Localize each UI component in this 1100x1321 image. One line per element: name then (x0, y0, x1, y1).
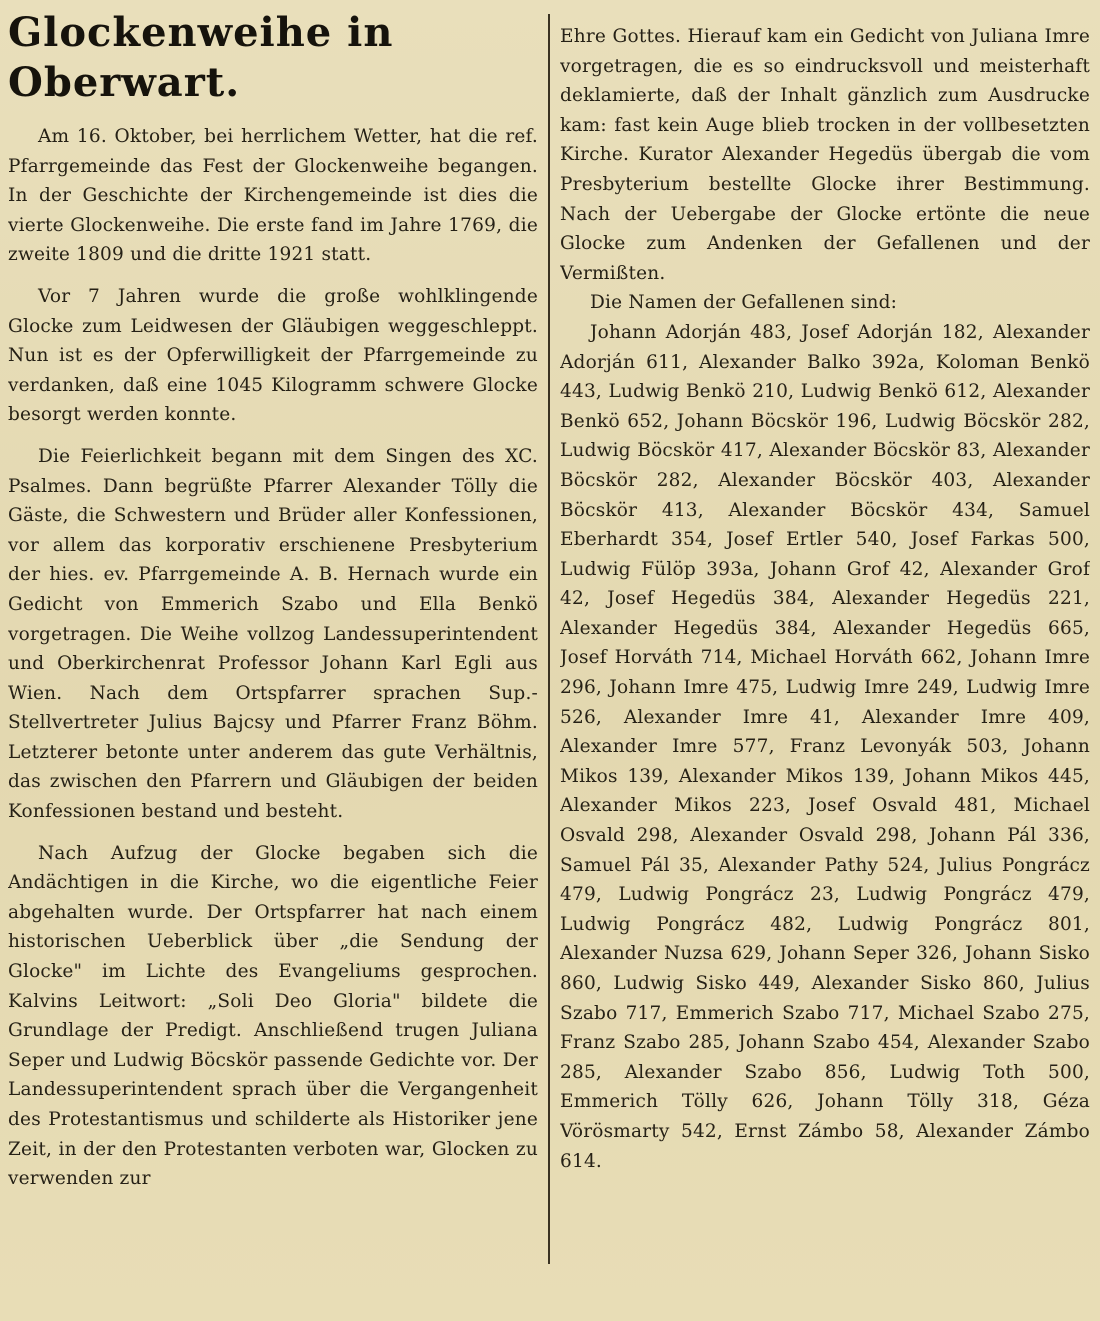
names-list: Johann Adorján 483, Josef Adorján 182, Alexander Adorján 611, Alexander Balko 392a, Koloman Benkö 443, Ludwig Benkö 210, Ludwig Benkö 612, Alexander Benkö 652, Johann Böcskör 196, Ludwig Böcskör 282, Ludwig Böcskör 417, Alexander Böcskör 83, Alexander Böcskör 282, Alexander Böcskör 403, Alexander Böcskör 413, Alexander Böcskör 434, Samuel Eberhardt 354, Josef Ertler 540, Josef Farkas 500, Ludwig Fülöp 393a, Johann Grof 42, Alexander Grof 42, Josef Hegedüs 384, Alexander Hegedüs 221, Alexander Hegedüs 384, Alexander Hegedüs 665, Josef Horváth 714, Michael Horváth 662, Johann Imre 296, Johann Imre 475, Ludwig Imre 249, Ludwig Imre 526, Alexander Imre 41, Alexander Imre 409, Alexander Imre 577, Franz Levonyák 503, Johann Mikos 139, Alexander Mikos 139, Johann Mikos 445, Alexander Mikos 223, Josef Osvald 481, Michael Osvald 298, Alexander Osvald 298, Johann Pál 336, Samuel Pál 35, Alexander Pathy 524, Julius Pongrácz 479, Ludwig Pongrácz 23, Ludwig Pongrácz 479, Ludwig Pongrácz 482, Ludwig Pongrácz 801, Alexander Nuzsa 629, Johann Seper 326, Johann Sisko 860, Ludwig Sisko 449, Alexander Sisko 860, Julius Szabo 717, Emmerich Szabo 717, Michael Szabo 275, Franz Szabo 285, Johann Szabo 454, Alexander Szabo 285, Alexander Szabo 856, Ludwig Toth 500, Emmerich Tölly 626, Johann Tölly 318, Géza Vörösmarty 542, Ernst Zámbo 58, Alexander Zámbo 614. (560, 321, 1090, 1172)
article-headline: Glockenweihe in Oberwart. (8, 9, 394, 106)
column-divider (548, 14, 550, 1264)
paragraph-intro: Am 16. Oktober, bei herrlichem Wetter, hat die ref. Pfarrgemeinde das Fest der Glockenweihe begangen. In der Geschichte der Kirchengemeinde ist dies die vierte Glockenweihe. Die erste fand im Jahre 1769, die zweite 1809 und die dritte 1921 statt. (8, 126, 538, 266)
right-column (560, 22, 1090, 1176)
paragraph-church-service: Nach Aufzug der Glocke begaben sich die Andächtigen in die Kirche, wo die eigentliche Feier abgehalten wurde. Der Ortspfarrer hat nach einem historischen Ueberblick über „die Sendung der Glocke" im Lichte des Evangeliums gesprochen. Kalvins Leitwort: „Soli Deo Gloria" bildete die Grundlage der Predigt. Anschließend trugen Juliana Seper und Ludwig Böcskör passende Gedichte vor. Der Landessuperintendent sprach über die Vergangenheit des Protestantismus und schilderte als Historiker jene Zeit, in der den Protestanten verboten war, Glocken zu verwenden zur (8, 842, 538, 1190)
paragraph-continuation: Ehre Gottes. Hierauf kam ein Gedicht von Juliana Imre vorgetragen, die es so eindrucksvoll und meisterhaft deklamierte, daß der Inhalt gänzlich zum Ausdrucke kam: fast kein Auge blieb trocken in der vollbesetzten Kirche. Kurator Alexander Hegedüs übergab die vom Presbyterium bestellte Glocke ihrer Bestimmung. Nach der Uebergabe der Glocke ertönte die neue Glocke zum Andenken der Gefallenen und der Vermißten. (560, 26, 1090, 284)
left-column (8, 0, 538, 1206)
paragraph-ceremony: Die Feierlichkeit begann mit dem Singen des XC. Psalmes. Dann begrüßte Pfarrer Alexander Tölly die Gäste, die Schwestern und Brüder aller Konfessionen, vor allem das korporativ erschienene Presbyterium der hies. ev. Pfarrgemeinde A. B. Hernach wurde ein Gedicht von Emmerich Szabo und Ella Benkö vorgetragen. Die Weihe vollzog Landessuperintendent und Oberkirchenrat Professor Johann Karl Egli aus Wien. Nach dem Ortspfarrer sprachen Sup.-Stellvertreter Julius Bajcsy und Pfarrer Franz Böhm. Letzterer betonte unter anderem das gute Verhältnis, das zwischen den Pfarrern und Gläubigen der beiden Konfessionen bestand und besteht. (8, 445, 538, 823)
names-intro: Die Namen der Gefallenen sind: (590, 292, 898, 314)
paragraph-bell-history: Vor 7 Jahren wurde die große wohlklingende Glocke zum Leidwesen der Gläubigen weggeschleppt. Nun ist es der Opferwilligkeit der Pfarrgemeinde zu verdanken, daß eine 1045 Kilogramm schwere Glocke besorgt werden konnte. (8, 285, 538, 426)
